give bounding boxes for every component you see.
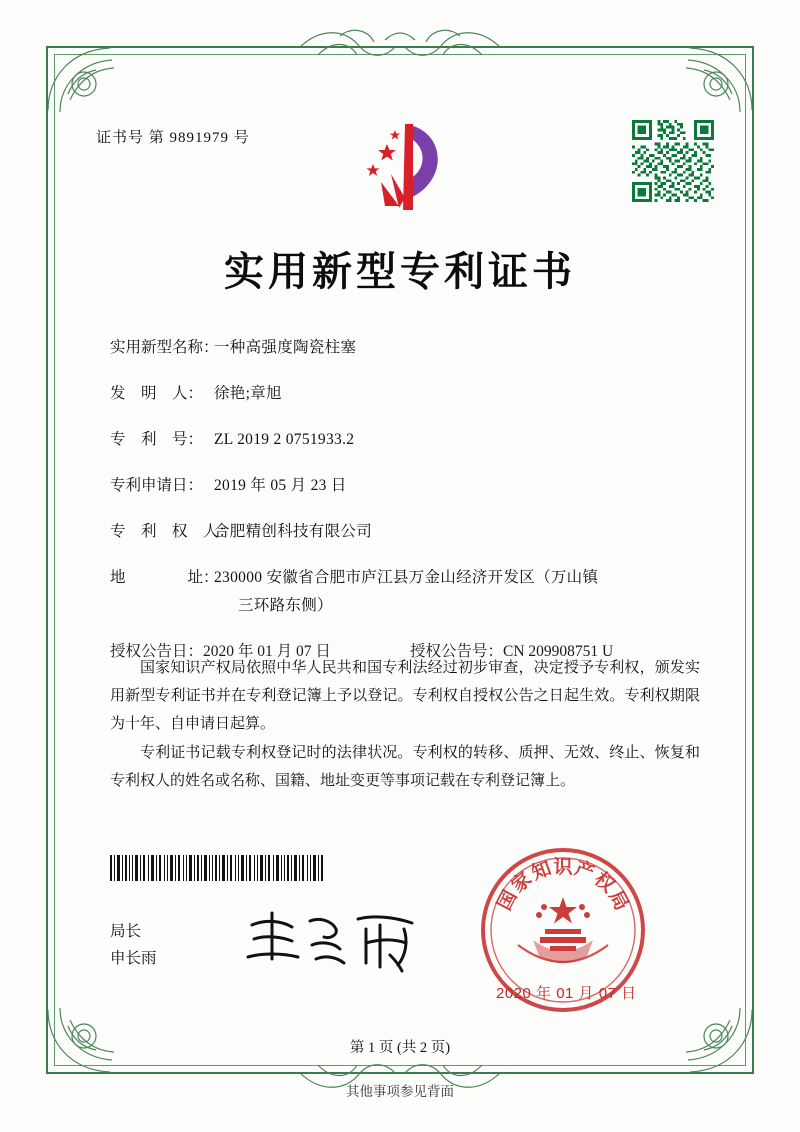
footnote: 其他事项参见背面 <box>346 1084 454 1099</box>
field-value: 一种高强度陶瓷柱塞 <box>214 339 357 356</box>
grant-no-label: 授权公告号： <box>410 643 504 661</box>
svg-text:产: 产 <box>571 858 597 885</box>
field-label: 专 利 权 人： <box>110 523 235 541</box>
field-value <box>214 566 710 618</box>
handwritten-signature <box>240 905 430 975</box>
svg-text:权: 权 <box>589 868 619 897</box>
director-name: 申长雨 <box>110 950 157 968</box>
paragraph-1: 国家知识产权局依照中华人民共和国专利法经过初步审查，决定授予专利权，颁发实用新型专利证书并在专利登记簿上予以登记。专利权自授权公告之日起生效。专利权期限为十年、自申请日起算。 <box>110 660 700 732</box>
field-label: 实用新型名称： <box>110 339 219 356</box>
grant-no-value: CN 209908751 U <box>503 643 614 661</box>
field-inventor <box>110 382 710 406</box>
svg-text:家: 家 <box>507 868 537 897</box>
field-value: 2019 年 05 月 23 日 <box>214 477 347 495</box>
page-indicator: 第 1 页 (共 2 页) <box>349 1040 451 1056</box>
field-list <box>110 336 710 670</box>
field-utility-model-name <box>110 336 710 360</box>
grant-date-label: 授权公告日： <box>110 643 204 661</box>
barcode <box>110 855 325 881</box>
qr-code <box>632 120 714 202</box>
grant-date-value: 2020 年 01 月 07 日 <box>203 643 331 661</box>
address-line-2: 三环路东侧） <box>238 597 333 615</box>
svg-text:国: 国 <box>494 887 522 914</box>
page-title: 实用新型专利证书 <box>224 249 576 294</box>
field-label: 专 利 号： <box>110 431 204 449</box>
certificate-number: 证书号 第 9891979 号 <box>96 130 250 146</box>
body-text <box>110 655 700 798</box>
paragraph-2: 专利证书记载专利权登记时的法律状况。专利权的转移、质押、无效、终止、恢复和专利权人的姓名或名称、国籍、地址变更等事项记载在专利登记簿上。 <box>110 745 700 789</box>
field-value: ZL 2019 2 0751933.2 <box>214 431 355 449</box>
address-line-1: 230000 安徽省合肥市庐江县万金山经济开发区（万山镇 <box>214 569 599 587</box>
director-label: 局长 <box>110 923 142 940</box>
field-application-date <box>110 474 710 498</box>
field-label: 专利申请日： <box>110 477 204 495</box>
svg-text:知: 知 <box>529 858 555 885</box>
field-value: 合肥精创科技有限公司 <box>214 523 373 541</box>
seal-date: 2020 年 01 月 07 日 <box>496 985 637 1002</box>
field-label: 地 址： <box>110 569 219 587</box>
director-block <box>110 918 157 972</box>
field-label: 发 明 人： <box>110 385 204 403</box>
field-patent-number <box>110 428 710 452</box>
field-value: 徐艳;章旭 <box>214 385 282 403</box>
field-address <box>110 566 710 618</box>
svg-text:识: 识 <box>553 857 573 878</box>
field-patentee <box>110 520 710 544</box>
svg-text:局: 局 <box>604 887 632 914</box>
cnipa-logo-icon <box>355 118 455 218</box>
